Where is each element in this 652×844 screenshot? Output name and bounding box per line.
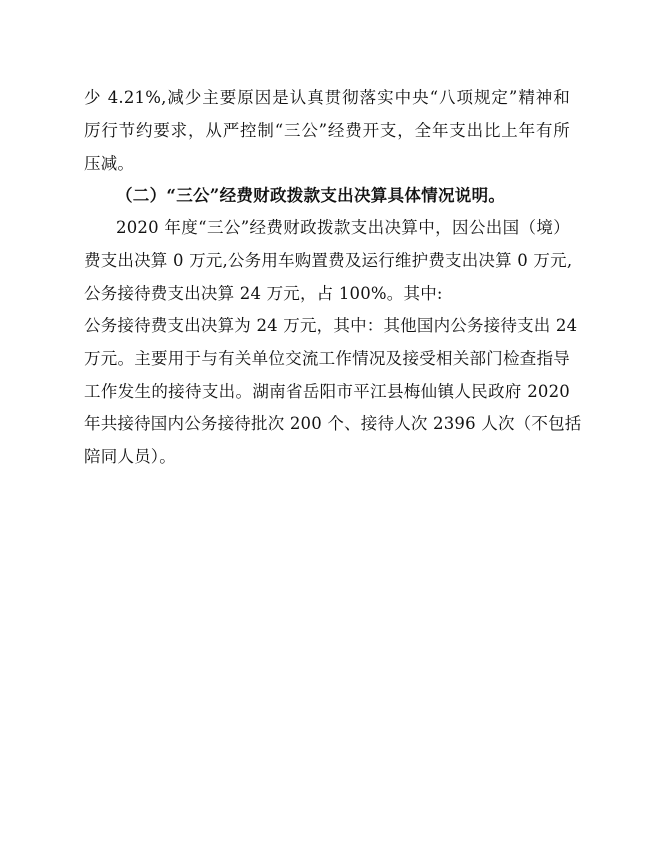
paragraph-line: 陪同人员）。: [84, 447, 176, 466]
paragraph-line: 费支出决算 0 万元,公务用车购置费及运行维护费支出决算 0 万元,: [84, 251, 573, 270]
paragraph-line: 万元。主要用于与有关单位交流工作情况及接受相关部门检查指导: [84, 349, 570, 368]
paragraph-line: 年共接待国内公务接待批次 200 个、接待人次 2396 人次（不包括: [84, 414, 582, 433]
paragraph-line: 厉行节约要求，从严控制“三公”经费开支，全年支出比上年有所: [84, 121, 570, 140]
section-heading: （二）“三公”经费财政拨款支出决算具体情况说明。: [116, 186, 506, 205]
paragraph-line: 公务接待费支出决算为 24 万元，其中：其他国内公务接待支出 24: [84, 316, 578, 335]
paragraph-line: 公务接待费支出决算 24 万元，占 100%。其中:: [84, 284, 443, 303]
paragraph-line: 少 4.21%,减少主要原因是认真贯彻落实中央“八项规定”精神和: [84, 88, 570, 107]
paragraph-line: 2020 年度“三公”经费财政拨款支出决算中，因公出国（境）: [116, 218, 570, 237]
paragraph-line: 压减。: [84, 154, 135, 173]
paragraph-line: 工作发生的接待支出。湖南省岳阳市平江县梅仙镇人民政府 2020: [84, 382, 570, 401]
